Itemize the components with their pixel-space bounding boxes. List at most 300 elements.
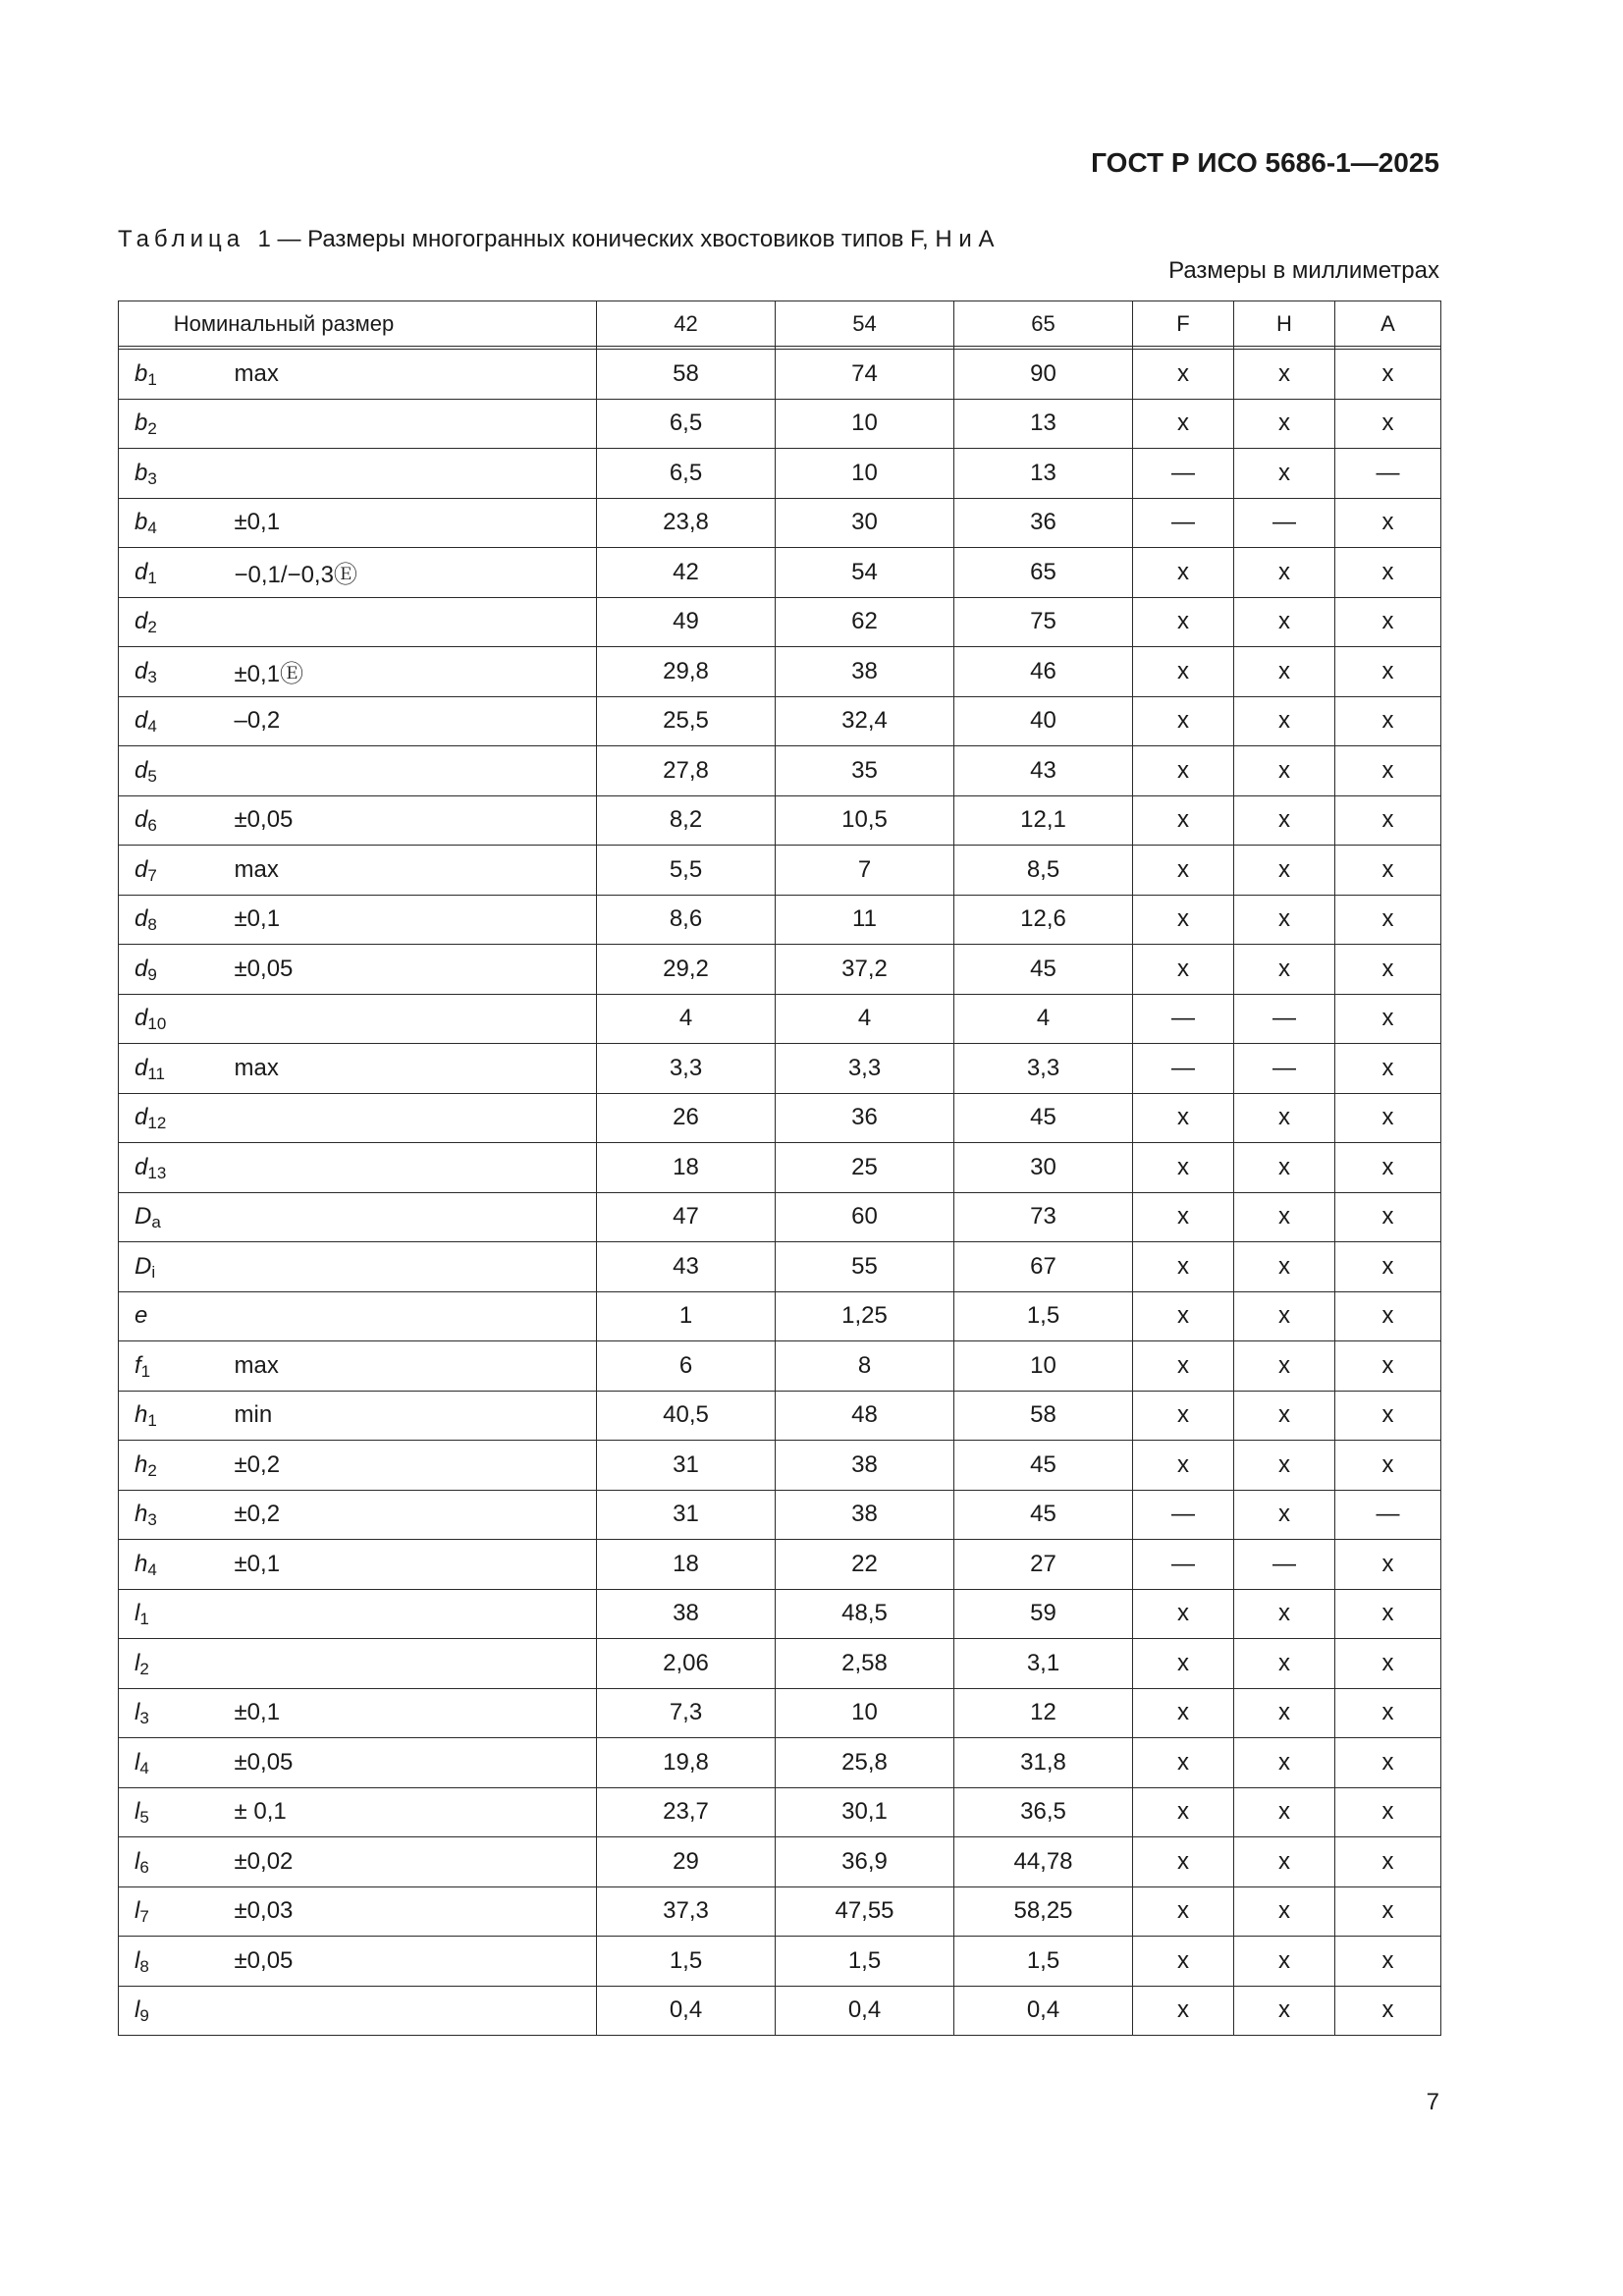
type-f-cell: x bbox=[1133, 795, 1234, 846]
value-42-cell: 38 bbox=[597, 1589, 776, 1639]
type-f-cell: x bbox=[1133, 1986, 1234, 2036]
table-row bbox=[119, 1093, 1441, 1143]
symbol-letter: f bbox=[135, 1351, 141, 1379]
value-65-cell: 73 bbox=[954, 1192, 1133, 1242]
value-65-cell: 12,1 bbox=[954, 795, 1133, 846]
units-note: Размеры в миллиметрах bbox=[1168, 257, 1439, 284]
symbol-subscript: 1 bbox=[147, 1411, 157, 1431]
value-65-cell: 59 bbox=[954, 1589, 1133, 1639]
header-type-f: F bbox=[1133, 301, 1234, 347]
value-65-cell: 45 bbox=[954, 945, 1133, 995]
type-a-cell: x bbox=[1335, 1242, 1441, 1292]
value-65-cell: 36,5 bbox=[954, 1787, 1133, 1837]
type-a-cell: x bbox=[1335, 895, 1441, 945]
dimension-symbol bbox=[119, 696, 227, 746]
value-54-cell: 37,2 bbox=[776, 945, 954, 995]
type-a-cell: x bbox=[1335, 1441, 1441, 1491]
tolerance-cell bbox=[227, 746, 597, 796]
type-a-cell: x bbox=[1335, 1886, 1441, 1937]
dimension-symbol bbox=[119, 994, 227, 1044]
value-65-cell: 8,5 bbox=[954, 846, 1133, 896]
symbol-letter: l bbox=[135, 1847, 140, 1875]
symbol-subscript: 4 bbox=[147, 1559, 157, 1579]
type-f-cell: x bbox=[1133, 1093, 1234, 1143]
symbol-letter: d bbox=[135, 1104, 148, 1131]
tolerance-cell bbox=[227, 1639, 597, 1689]
type-h-cell: x bbox=[1234, 399, 1335, 449]
table-row bbox=[119, 1986, 1441, 2036]
value-54-cell: 38 bbox=[776, 1441, 954, 1491]
tolerance-cell bbox=[227, 449, 597, 499]
tolerance-cell bbox=[227, 597, 597, 647]
symbol-letter: l bbox=[135, 1649, 140, 1676]
symbol-subscript: 3 bbox=[139, 1709, 149, 1728]
tolerance-cell: ±0,1 bbox=[227, 498, 597, 548]
table-row bbox=[119, 1044, 1441, 1094]
dimension-symbol bbox=[119, 846, 227, 896]
table-row bbox=[119, 696, 1441, 746]
type-f-cell: x bbox=[1133, 548, 1234, 598]
tolerance-cell: ±0,05 bbox=[227, 1738, 597, 1788]
tolerance-cell: ±0,05 bbox=[227, 795, 597, 846]
value-54-cell: 25 bbox=[776, 1143, 954, 1193]
symbol-letter: d bbox=[135, 756, 148, 784]
symbol-letter: d bbox=[135, 558, 148, 585]
value-54-cell: 47,55 bbox=[776, 1886, 954, 1937]
symbol-subscript: 1 bbox=[139, 1610, 149, 1629]
value-42-cell: 29 bbox=[597, 1837, 776, 1887]
symbol-subscript: 2 bbox=[147, 419, 157, 439]
symbol-subscript: 1 bbox=[147, 568, 157, 587]
value-54-cell: 35 bbox=[776, 746, 954, 796]
symbol-subscript: i bbox=[151, 1262, 156, 1282]
symbol-letter: b bbox=[135, 459, 148, 486]
symbol-letter: h bbox=[135, 1550, 148, 1577]
dimension-symbol bbox=[119, 1738, 227, 1788]
value-65-cell: 75 bbox=[954, 597, 1133, 647]
type-f-cell: — bbox=[1133, 1540, 1234, 1590]
dimension-symbol bbox=[119, 1143, 227, 1193]
dimension-symbol bbox=[119, 795, 227, 846]
dimension-symbol bbox=[119, 1837, 227, 1887]
value-54-cell: 0,4 bbox=[776, 1986, 954, 2036]
dimension-symbol bbox=[119, 1192, 227, 1242]
type-f-cell: x bbox=[1133, 1192, 1234, 1242]
value-42-cell: 42 bbox=[597, 548, 776, 598]
type-h-cell: x bbox=[1234, 1886, 1335, 1937]
type-h-cell: x bbox=[1234, 548, 1335, 598]
dimensions-table bbox=[118, 301, 1441, 2036]
value-65-cell: 12,6 bbox=[954, 895, 1133, 945]
symbol-subscript: 7 bbox=[139, 1907, 149, 1927]
type-f-cell: x bbox=[1133, 1291, 1234, 1341]
value-54-cell: 25,8 bbox=[776, 1738, 954, 1788]
type-f-cell: x bbox=[1133, 350, 1234, 400]
value-42-cell: 23,7 bbox=[597, 1787, 776, 1837]
dimension-symbol bbox=[119, 1688, 227, 1738]
dimension-symbol bbox=[119, 1093, 227, 1143]
type-h-cell: x bbox=[1234, 1490, 1335, 1540]
type-a-cell: x bbox=[1335, 1143, 1441, 1193]
type-h-cell: x bbox=[1234, 1143, 1335, 1193]
table-row bbox=[119, 1540, 1441, 1590]
value-54-cell: 38 bbox=[776, 647, 954, 697]
symbol-subscript: 12 bbox=[147, 1114, 167, 1133]
value-42-cell: 6,5 bbox=[597, 399, 776, 449]
type-a-cell: x bbox=[1335, 746, 1441, 796]
table-row bbox=[119, 1787, 1441, 1837]
type-a-cell: x bbox=[1335, 945, 1441, 995]
symbol-letter: l bbox=[135, 1996, 140, 2024]
table-row bbox=[119, 647, 1441, 697]
type-h-cell: x bbox=[1234, 1093, 1335, 1143]
type-f-cell: x bbox=[1133, 1143, 1234, 1193]
value-65-cell: 13 bbox=[954, 399, 1133, 449]
table-row bbox=[119, 1738, 1441, 1788]
value-54-cell: 1,25 bbox=[776, 1291, 954, 1341]
header-size-65: 65 bbox=[954, 301, 1133, 347]
type-a-cell: x bbox=[1335, 994, 1441, 1044]
dimension-symbol bbox=[119, 449, 227, 499]
type-h-cell: x bbox=[1234, 1937, 1335, 1987]
value-54-cell: 36,9 bbox=[776, 1837, 954, 1887]
symbol-subscript: 9 bbox=[139, 2006, 149, 2026]
table-row bbox=[119, 1291, 1441, 1341]
table-row bbox=[119, 1143, 1441, 1193]
type-f-cell: x bbox=[1133, 1837, 1234, 1887]
type-a-cell: — bbox=[1335, 449, 1441, 499]
dimension-symbol bbox=[119, 647, 227, 697]
symbol-subscript: 13 bbox=[147, 1163, 167, 1182]
page-number: 7 bbox=[1426, 2089, 1439, 2115]
symbol-subscript: 8 bbox=[139, 1956, 149, 1976]
type-a-cell: x bbox=[1335, 548, 1441, 598]
symbol-subscript: 2 bbox=[139, 1659, 149, 1678]
type-h-cell: x bbox=[1234, 1441, 1335, 1491]
value-42-cell: 29,8 bbox=[597, 647, 776, 697]
value-42-cell: 4 bbox=[597, 994, 776, 1044]
value-54-cell: 8 bbox=[776, 1341, 954, 1392]
value-42-cell: 7,3 bbox=[597, 1688, 776, 1738]
value-54-cell: 55 bbox=[776, 1242, 954, 1292]
tolerance-cell bbox=[227, 1291, 597, 1341]
type-h-cell: x bbox=[1234, 1738, 1335, 1788]
symbol-letter: l bbox=[135, 1897, 140, 1925]
header-size-54: 54 bbox=[776, 301, 954, 347]
value-42-cell: 49 bbox=[597, 597, 776, 647]
type-f-cell: x bbox=[1133, 895, 1234, 945]
value-42-cell: 2,06 bbox=[597, 1639, 776, 1689]
type-a-cell: x bbox=[1335, 1688, 1441, 1738]
table-row bbox=[119, 1886, 1441, 1937]
dimension-symbol bbox=[119, 945, 227, 995]
tolerance-cell: ±0,1Ⓔ bbox=[227, 647, 597, 697]
dimension-symbol bbox=[119, 1540, 227, 1590]
symbol-letter: l bbox=[135, 1699, 140, 1726]
symbol-subscript: 5 bbox=[139, 1808, 149, 1828]
value-42-cell: 18 bbox=[597, 1540, 776, 1590]
value-65-cell: 40 bbox=[954, 696, 1133, 746]
value-42-cell: 1 bbox=[597, 1291, 776, 1341]
value-42-cell: 19,8 bbox=[597, 1738, 776, 1788]
value-42-cell: 27,8 bbox=[597, 746, 776, 796]
type-h-cell: x bbox=[1234, 350, 1335, 400]
type-f-cell: x bbox=[1133, 1391, 1234, 1441]
value-65-cell: 90 bbox=[954, 350, 1133, 400]
type-a-cell: x bbox=[1335, 1341, 1441, 1392]
type-f-cell: x bbox=[1133, 1341, 1234, 1392]
tolerance-cell bbox=[227, 994, 597, 1044]
table-row bbox=[119, 994, 1441, 1044]
value-54-cell: 3,3 bbox=[776, 1044, 954, 1094]
type-a-cell: x bbox=[1335, 1093, 1441, 1143]
value-42-cell: 5,5 bbox=[597, 846, 776, 896]
symbol-subscript: 5 bbox=[147, 766, 157, 786]
type-f-cell: x bbox=[1133, 1886, 1234, 1937]
type-f-cell: x bbox=[1133, 846, 1234, 896]
symbol-letter: l bbox=[135, 1946, 140, 1974]
type-f-cell: — bbox=[1133, 449, 1234, 499]
value-65-cell: 3,1 bbox=[954, 1639, 1133, 1689]
value-65-cell: 27 bbox=[954, 1540, 1133, 1590]
dimension-symbol bbox=[119, 350, 227, 400]
type-f-cell: — bbox=[1133, 994, 1234, 1044]
type-h-cell: x bbox=[1234, 449, 1335, 499]
symbol-letter: d bbox=[135, 707, 148, 735]
type-h-cell: x bbox=[1234, 846, 1335, 896]
value-54-cell: 10,5 bbox=[776, 795, 954, 846]
symbol-letter: e bbox=[135, 1302, 148, 1330]
value-54-cell: 32,4 bbox=[776, 696, 954, 746]
value-54-cell: 54 bbox=[776, 548, 954, 598]
value-65-cell: 45 bbox=[954, 1490, 1133, 1540]
type-f-cell: x bbox=[1133, 696, 1234, 746]
header-type-h: H bbox=[1234, 301, 1335, 347]
type-h-cell: x bbox=[1234, 1242, 1335, 1292]
value-54-cell: 30 bbox=[776, 498, 954, 548]
table-row bbox=[119, 846, 1441, 896]
type-f-cell: x bbox=[1133, 945, 1234, 995]
tolerance-cell: max bbox=[227, 846, 597, 896]
symbol-subscript: 4 bbox=[147, 717, 157, 737]
type-f-cell: x bbox=[1133, 1688, 1234, 1738]
tolerance-cell: ±0,02 bbox=[227, 1837, 597, 1887]
tolerance-cell: ±0,05 bbox=[227, 945, 597, 995]
dimension-symbol bbox=[119, 548, 227, 598]
type-f-cell: x bbox=[1133, 647, 1234, 697]
symbol-subscript: 1 bbox=[147, 369, 157, 389]
value-42-cell: 6 bbox=[597, 1341, 776, 1392]
type-h-cell: x bbox=[1234, 1986, 1335, 2036]
table-row bbox=[119, 895, 1441, 945]
tolerance-cell bbox=[227, 1242, 597, 1292]
symbol-subscript: 4 bbox=[147, 519, 157, 538]
symbol-letter: d bbox=[135, 608, 148, 635]
value-42-cell: 8,6 bbox=[597, 895, 776, 945]
type-a-cell: x bbox=[1335, 1787, 1441, 1837]
value-42-cell: 40,5 bbox=[597, 1391, 776, 1441]
dimension-symbol bbox=[119, 1937, 227, 1987]
symbol-subscript: 3 bbox=[147, 667, 157, 686]
type-h-cell: x bbox=[1234, 1639, 1335, 1689]
value-65-cell: 58,25 bbox=[954, 1886, 1133, 1937]
tolerance-cell: min bbox=[227, 1391, 597, 1441]
type-a-cell: — bbox=[1335, 1490, 1441, 1540]
type-h-cell: x bbox=[1234, 1341, 1335, 1392]
table-caption bbox=[118, 226, 994, 253]
table-row bbox=[119, 597, 1441, 647]
symbol-letter: l bbox=[135, 1798, 140, 1826]
symbol-subscript: 2 bbox=[147, 1460, 157, 1480]
value-54-cell: 36 bbox=[776, 1093, 954, 1143]
tolerance-cell: ±0,1 bbox=[227, 1688, 597, 1738]
value-65-cell: 46 bbox=[954, 647, 1133, 697]
dimension-symbol bbox=[119, 597, 227, 647]
value-42-cell: 31 bbox=[597, 1490, 776, 1540]
value-54-cell: 48 bbox=[776, 1391, 954, 1441]
tolerance-cell bbox=[227, 1093, 597, 1143]
symbol-letter: d bbox=[135, 657, 148, 684]
symbol-letter: h bbox=[135, 1401, 148, 1429]
value-42-cell: 1,5 bbox=[597, 1937, 776, 1987]
value-65-cell: 44,78 bbox=[954, 1837, 1133, 1887]
symbol-subscript: 3 bbox=[147, 468, 157, 488]
table-header-row bbox=[119, 301, 1441, 347]
dimension-symbol bbox=[119, 1341, 227, 1392]
table-row bbox=[119, 1589, 1441, 1639]
symbol-letter: d bbox=[135, 1005, 148, 1032]
type-a-cell: x bbox=[1335, 647, 1441, 697]
tolerance-cell: −0,1/−0,3Ⓔ bbox=[227, 548, 597, 598]
dimension-symbol bbox=[119, 1886, 227, 1937]
value-65-cell: 67 bbox=[954, 1242, 1133, 1292]
table-row bbox=[119, 399, 1441, 449]
dimension-symbol bbox=[119, 746, 227, 796]
header-size-42: 42 bbox=[597, 301, 776, 347]
value-42-cell: 0,4 bbox=[597, 1986, 776, 2036]
dimension-symbol bbox=[119, 1787, 227, 1837]
symbol-letter: D bbox=[135, 1252, 152, 1280]
value-65-cell: 58 bbox=[954, 1391, 1133, 1441]
type-h-cell: — bbox=[1234, 1540, 1335, 1590]
tolerance-cell bbox=[227, 1192, 597, 1242]
value-65-cell: 3,3 bbox=[954, 1044, 1133, 1094]
table-row bbox=[119, 498, 1441, 548]
type-h-cell: x bbox=[1234, 647, 1335, 697]
symbol-subscript: 8 bbox=[147, 915, 157, 935]
tolerance-cell: ±0,2 bbox=[227, 1441, 597, 1491]
value-42-cell: 58 bbox=[597, 350, 776, 400]
type-f-cell: x bbox=[1133, 1738, 1234, 1788]
symbol-letter: b bbox=[135, 509, 148, 536]
type-h-cell: x bbox=[1234, 1391, 1335, 1441]
table-row bbox=[119, 449, 1441, 499]
value-54-cell: 10 bbox=[776, 1688, 954, 1738]
value-42-cell: 3,3 bbox=[597, 1044, 776, 1094]
value-42-cell: 23,8 bbox=[597, 498, 776, 548]
type-a-cell: x bbox=[1335, 1937, 1441, 1987]
value-42-cell: 47 bbox=[597, 1192, 776, 1242]
value-42-cell: 26 bbox=[597, 1093, 776, 1143]
value-42-cell: 25,5 bbox=[597, 696, 776, 746]
dimension-symbol bbox=[119, 1044, 227, 1094]
dimension-symbol bbox=[119, 1986, 227, 2036]
dimension-symbol bbox=[119, 1589, 227, 1639]
tolerance-cell: ± 0,1 bbox=[227, 1787, 597, 1837]
symbol-letter: h bbox=[135, 1450, 148, 1478]
type-h-cell: x bbox=[1234, 1688, 1335, 1738]
table-row bbox=[119, 1490, 1441, 1540]
type-a-cell: x bbox=[1335, 1540, 1441, 1590]
type-a-cell: x bbox=[1335, 498, 1441, 548]
value-42-cell: 29,2 bbox=[597, 945, 776, 995]
tolerance-cell bbox=[227, 1589, 597, 1639]
value-65-cell: 4 bbox=[954, 994, 1133, 1044]
symbol-subscript: 2 bbox=[147, 618, 157, 637]
dimension-symbol bbox=[119, 399, 227, 449]
tolerance-cell bbox=[227, 1986, 597, 2036]
value-65-cell: 45 bbox=[954, 1441, 1133, 1491]
value-54-cell: 62 bbox=[776, 597, 954, 647]
tolerance-cell: ±0,1 bbox=[227, 895, 597, 945]
type-h-cell: x bbox=[1234, 945, 1335, 995]
value-65-cell: 65 bbox=[954, 548, 1133, 598]
value-54-cell: 38 bbox=[776, 1490, 954, 1540]
table-row bbox=[119, 1242, 1441, 1292]
type-a-cell: x bbox=[1335, 399, 1441, 449]
tolerance-cell: max bbox=[227, 1044, 597, 1094]
value-54-cell: 10 bbox=[776, 399, 954, 449]
tolerance-cell: ±0,03 bbox=[227, 1886, 597, 1937]
type-a-cell: x bbox=[1335, 1986, 1441, 2036]
table-row bbox=[119, 1441, 1441, 1491]
table-row bbox=[119, 1192, 1441, 1242]
symbol-subscript: 1 bbox=[140, 1361, 151, 1381]
value-65-cell: 30 bbox=[954, 1143, 1133, 1193]
symbol-subscript: 7 bbox=[147, 865, 157, 885]
type-a-cell: x bbox=[1335, 1738, 1441, 1788]
type-f-cell: x bbox=[1133, 1242, 1234, 1292]
value-54-cell: 10 bbox=[776, 449, 954, 499]
table-row bbox=[119, 1837, 1441, 1887]
symbol-subscript: 4 bbox=[139, 1758, 149, 1777]
value-54-cell: 11 bbox=[776, 895, 954, 945]
type-f-cell: x bbox=[1133, 1589, 1234, 1639]
symbol-letter: h bbox=[135, 1501, 148, 1528]
table-row bbox=[119, 548, 1441, 598]
type-h-cell: — bbox=[1234, 1044, 1335, 1094]
dimension-symbol bbox=[119, 498, 227, 548]
dimension-symbol bbox=[119, 1441, 227, 1491]
type-f-cell: x bbox=[1133, 597, 1234, 647]
document-code: ГОСТ Р ИСО 5686-1—2025 bbox=[1091, 147, 1439, 178]
symbol-letter: d bbox=[135, 806, 148, 834]
type-a-cell: x bbox=[1335, 1044, 1441, 1094]
symbol-letter: D bbox=[135, 1203, 152, 1230]
type-h-cell: x bbox=[1234, 696, 1335, 746]
value-65-cell: 31,8 bbox=[954, 1738, 1133, 1788]
value-42-cell: 43 bbox=[597, 1242, 776, 1292]
value-54-cell: 1,5 bbox=[776, 1937, 954, 1987]
symbol-subscript: 6 bbox=[139, 1857, 149, 1877]
type-f-cell: x bbox=[1133, 1639, 1234, 1689]
symbol-letter: d bbox=[135, 1153, 148, 1180]
header-type-a: A bbox=[1335, 301, 1441, 347]
value-54-cell: 48,5 bbox=[776, 1589, 954, 1639]
tolerance-cell: ±0,1 bbox=[227, 1540, 597, 1590]
symbol-letter: l bbox=[135, 1600, 140, 1627]
type-a-cell: x bbox=[1335, 846, 1441, 896]
